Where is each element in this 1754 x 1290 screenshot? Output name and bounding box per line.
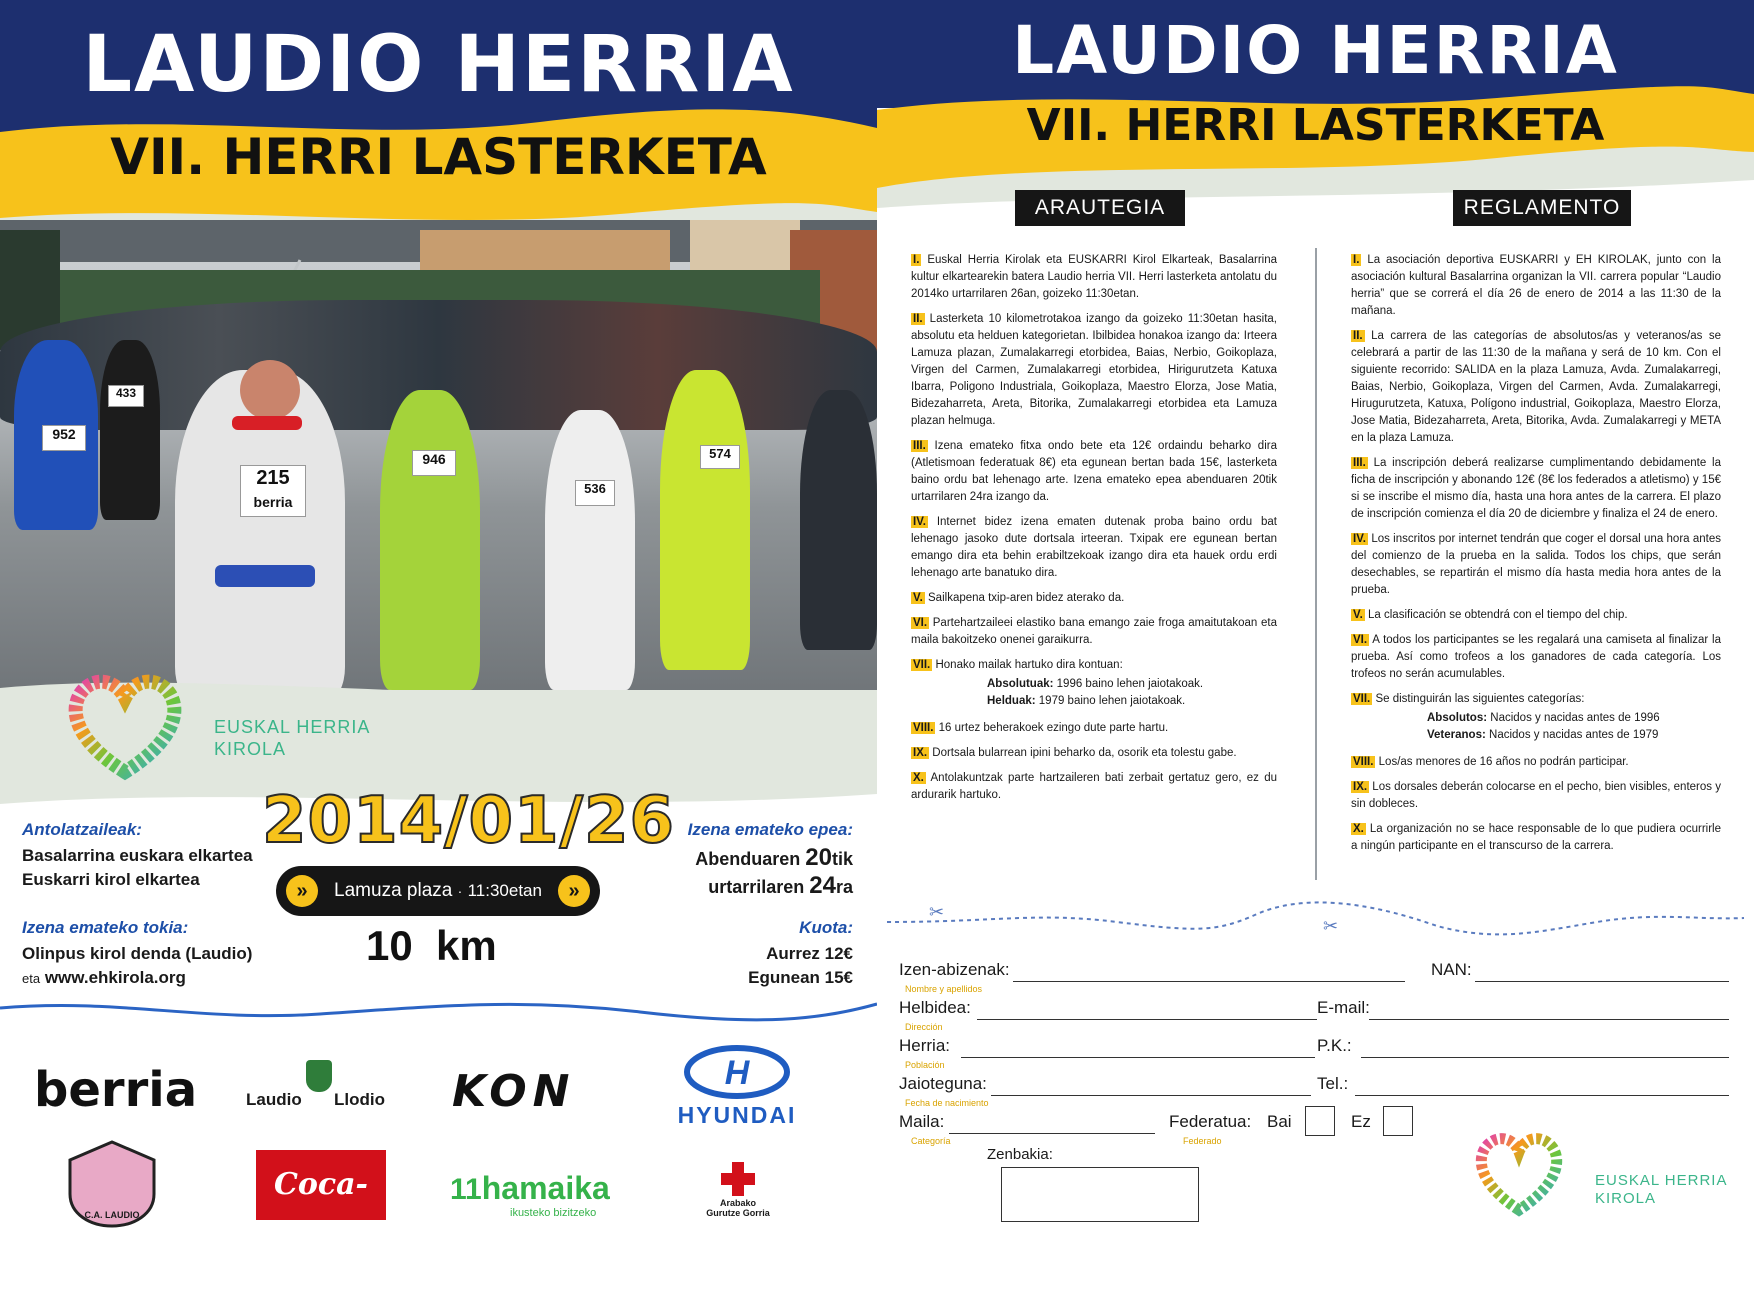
rule-es-5: V. La clasificación se obtendrá con el tiempo del chip. [1353,609,1628,621]
phone-label: Tel.: [1317,1074,1349,1093]
runner-neon-jacket [660,370,750,670]
red-cross-icon [721,1162,755,1196]
email-label: E-mail: [1317,998,1370,1017]
red-cross-text-2: Gurutze Gorria [706,1208,770,1218]
rule-es-10: X. La organización no se hace responsable de lo que pudiera ocurrirle a ningún participante en el transcurso de la carrera. [1351,823,1721,852]
rules-es [1351,252,1721,863]
category-field[interactable] [949,1133,1155,1134]
organizers-block [22,820,253,890]
fee-block [748,918,853,988]
rule-eu-3: III. Izena emateko fitxa ondo bete eta 12€ ordaindu beharko dira (Atletismoan federatuak 8€) eta egunean bertan bada 15€, lasterketa baino ordu bat lehenago arte. Izena emateko epea abenduaren 20tik urtarrilaren 24ra izango da. [911,440,1277,503]
hamaika-number: 11 [450,1173,482,1206]
number-box[interactable] [1001,1167,1199,1222]
deadline-suffix-2: ra [835,877,853,897]
chevrons-right-icon: » [286,875,318,907]
rule-eu-2: II. Lasterketa 10 kilometrotakoa izango da goizeko 11:30etan hasita, absolutu eta helduen kategorietan. Ibilbidea honakoa izango da: Irteera Lamuza plazan, Zumalakarregi etorbidea, Baias, Nerbio, Goikoplaza, Virgen del Carmen, Zumalakarregi etorbidea, Hirigurutzeta Katuxa Ibarra, Poligono Industriala, Goikoplaza, Maestro Elorza, Jose Matia, Bidezaharreta, Areta, Bitorika, Zumalakarregi etorbidea eta Lamuza plazan helmuga. [911,313,1277,427]
rule-es-1: I. La asociación deportiva EUSKARRI y EH KIROLAK, junto con la asociación kultural Basalarrina organizan la VII. carrera popular “Laudio herria” que se correrá el día 26 de enero de 2014 a las 11:30 de la mañana. [1351,254,1721,317]
fee-label: Kuota: [799,918,853,937]
signup-place: Olinpus kirol denda (Laudio) [22,944,253,963]
federated-label: Federatua: [1169,1112,1252,1131]
phone-field[interactable] [1355,1095,1729,1096]
runner-dark [800,390,877,650]
rule-eu-4: IV. Internet bidez izena ematen dutenak proba baino ordu bat lehenago jasoko dute dortsala irteeran. Txipak ere egunean bertan emango dira eta behin erabiltzekoak izango dira eta hauek ordu erdi lehenago arte banatuko dira. [911,516,1277,579]
rules-heading-eu: ARAUTEGIA [1015,190,1185,226]
town-hint: Población [905,1060,945,1070]
deadline-label: Izena emateko epea: [687,820,853,839]
sponsor-kon: KON [452,1066,576,1117]
signup-web-link[interactable]: www.ehkirola.org [44,968,186,987]
organizer-2: Euskarri kirol elkartea [22,870,200,889]
name-hint: Nombre y apellidos [905,984,983,994]
deadline-suffix-1: tik [831,849,853,869]
number-label: Zenbakia: [987,1146,1053,1163]
runner-black [100,340,160,520]
rule-es-7-cat-2: Veteranos: Nacidos y nacidas antes de 1979 [1427,729,1659,741]
rule-eu-1: I. Euskal Herria Kirolak eta EUSKARRI Kirol Elkarteak, Basalarrina kultur elkartearekin batera Laudio herria VII. Herri lasterketa antolatu du 2014ko urtarrilaren 26an, goizeko 11:30etan. [911,254,1277,300]
start-pill [276,866,600,916]
laudio-text-a: Laudio [246,1090,302,1109]
deadline-line1: Abenduaren [695,849,806,869]
bib-number: 215 [256,467,290,489]
address-label: Helbidea: [899,998,971,1017]
rule-eu-9: IX. Dortsala bularrean ipini beharko da, osorik eta tolestu gabe. [913,747,1237,759]
distance: 10 km [366,922,497,969]
event-subtitle: VII. HERRI LASTERKETA [110,128,767,186]
email-field[interactable] [1369,1019,1729,1020]
wave-divider [0,996,877,1026]
pk-label: P.K.: [1317,1036,1352,1055]
heart-logo-icon [60,664,190,784]
sponsor-laudio [246,1060,396,1122]
runner-bib: 946 [412,450,456,476]
cut-line [877,892,1754,952]
hamaika-tagline: ikusteko bizitzeko [510,1207,597,1219]
town-label: Herria: [899,1036,951,1055]
laudio-shield-icon [306,1060,332,1092]
race-photo [0,220,877,700]
sponsor-hyundai [668,1046,806,1126]
back-title: LAUDIO HERRIA [1012,12,1619,89]
town-field[interactable] [961,1057,1315,1058]
rule-es-8: VIII. Los/as menores de 16 años no podrán participar. [1353,756,1629,768]
rule-es-4: IV. Los inscritos por internet tendrán que coger el dorsal una hora antes del comienzo de la prueba en la salida. Todos los chips, que serán desechables, se repartirán el mismo día hasta media hora antes de la prueba. [1351,533,1721,596]
runner-bib: 433 [108,385,144,407]
yes-label: Bai [1267,1112,1292,1131]
chevrons-right-icon: » [558,875,590,907]
rule-es-7-cat-1: Absolutos: Nacidos y nacidas antes de 1996 [1427,712,1660,724]
rules-eu [911,252,1277,812]
event-date: 2014/01/26 [262,784,675,858]
federated-yes-checkbox[interactable] [1305,1106,1335,1136]
birth-label: Jaioteguna: [899,1074,987,1093]
rule-es-2: II. La carrera de las categorías de absolutos/as y veteranos/as se celebrará a partir de las 11:30 de la mañana y será de 10 km. Con el siguiente recorrido: SALIDA en la plaza Lamuza, Avda. Zumalakarregi, Baias, Nerbio, Goikoplaza, Virgen del Carmen, Avda. Zumalakarregi, Hirugurutzeta, Katuxa, Polígono industrial, Goikoplaza, Maestro Elorza, Jose Matia, Bidezaharreta, Areta, Bitorika, Avda. Zumalakarregi y META en la plaza Lamuza. [1351,330,1722,444]
signup-place-label: Izena emateko tokia: [22,918,189,937]
signup-web-prefix: eta [22,971,41,986]
pk-field[interactable] [1361,1057,1729,1058]
club-text: C.A. LAUDIO [84,1210,140,1220]
runner-blue-sash [215,565,315,587]
runner-bib-main [240,465,306,517]
birth-field[interactable] [991,1095,1311,1096]
brand-line1: EUSKAL HERRIA [1595,1172,1728,1189]
column-divider [1315,248,1317,880]
bib-sponsor: berria [253,494,293,510]
sponsor-red-cross [698,1162,778,1218]
sponsor-club [64,1140,160,1228]
fee-early: Aurrez 12€ [766,944,853,963]
event-title: LAUDIO HERRIA [82,20,795,110]
brand-line2: KIROLA [1595,1190,1657,1207]
hyundai-text: HYUNDAI [677,1102,797,1128]
runner-head [240,360,300,420]
deadline-day-1: 20 [805,844,832,871]
rules-heading-es: REGLAMENTO [1453,190,1631,226]
brand-line1: EUSKAL HERRIA [214,717,371,737]
organizer-1: Basalarrina euskara elkartea [22,846,253,865]
fee-day: Egunean 15€ [748,968,853,987]
rule-eu-7-cat-1: Absolutuak: 1996 baino lehen jaiotakoak. [987,678,1204,690]
rule-es-3: III. La inscripción deberá realizarse cumplimentando debidamente la ficha de inscripción y abonando 12€ (8€ los federados a atletismo) y 15€ si se inscribe el mismo día, hasta una hora antes de la carrera. El plazo de inscripción comienza el día 20 de diciembre y finaliza el 24 de enero. [1351,457,1721,520]
rule-eu-8: VIII. 16 urtez beherakoek ezingo dute parte hartu. [913,722,1169,734]
laudio-text-b: Llodio [334,1090,385,1109]
svg-text:H: H [724,1054,750,1092]
hamaika-word: hamaika [481,1170,610,1206]
brand-text-back [1595,1172,1727,1208]
rule-es-9: IX. Los dorsales deberán colocarse en el pecho, bien visibles, enteros y sin dobleces. [1351,781,1721,810]
rule-eu-7-cat-2: Helduak: 1979 baino lehen jaiotakoak. [987,695,1186,707]
rule-eu-6: VI. Partehartzaileei elastiko bana emango zaie froga amaitutakoan eta maila bakoitzeko onenei garaikurra. [911,617,1277,646]
address-hint: Dirección [905,1022,943,1032]
runner-bib: 536 [575,480,615,506]
name-label: Izen-abizenak: [899,960,1010,979]
poster-back [877,0,1754,1240]
sponsor-berria: berria [34,1062,198,1118]
runner-yellow-vest [380,390,480,690]
hyundai-logo-icon [668,1046,806,1098]
birth-hint: Fecha de nacimiento [905,1098,989,1108]
start-time: 11:30etan [467,881,542,900]
federated-hint: Federado [1183,1136,1222,1146]
scissors-icon: ✂ [929,902,945,922]
nan-label: NAN: [1431,960,1472,979]
organizers-label: Antolatzaileak: [22,820,142,839]
signup-place-block [22,918,252,988]
brand-line2: KIROLA [214,739,287,759]
red-cross-text-1: Arabako [719,1198,756,1208]
sponsor-hamaika [450,1170,610,1219]
runner-orange-sleeve [545,410,635,690]
no-label: Ez [1351,1112,1371,1131]
runner-scarf [232,416,302,430]
rule-es-6: VI. A todos los participantes se les regalará una camiseta al finalizar la prueba. Así como trofeos a los ganadores de cada categoría. Los trofeos no serán acumulables. [1351,634,1722,680]
nan-field[interactable] [1475,981,1729,982]
name-field[interactable] [1013,981,1405,982]
scissors-icon: ✂ [1323,916,1339,936]
start-separator: · [457,883,463,899]
brand-text [214,716,370,760]
start-place: Lamuza plaza [334,880,453,901]
category-label: Maila: [899,1112,945,1131]
rule-eu-10: X. Antolakuntzak parte hartzaileren bati zerbait gertatuz gero, ez du ardurarik hartuko. [911,772,1277,801]
federated-no-checkbox[interactable] [1383,1106,1413,1136]
deadline-block [688,820,853,900]
sponsor-coca-cola: Coca-Cola [256,1150,386,1220]
deadline-day-2: 24 [809,872,836,899]
runner-bib: 574 [700,445,740,469]
runner-bib: 952 [42,425,86,451]
address-field[interactable] [977,1019,1317,1020]
back-subtitle: VII. HERRI LASTERKETA [1026,100,1605,151]
rule-es-7: VII. Se distinguirán las siguientes categorías: [1353,693,1585,705]
rule-eu-5: V. Sailkapena txip-aren bidez aterako da. [913,592,1125,604]
rule-eu-7: VII. Honako mailak hartuko dira kontuan: [913,659,1123,671]
poster-front [0,0,877,1272]
category-hint: Categoría [911,1136,951,1146]
deadline-line2: urtarrilaren [708,877,810,897]
heart-logo-icon [1469,1124,1569,1220]
